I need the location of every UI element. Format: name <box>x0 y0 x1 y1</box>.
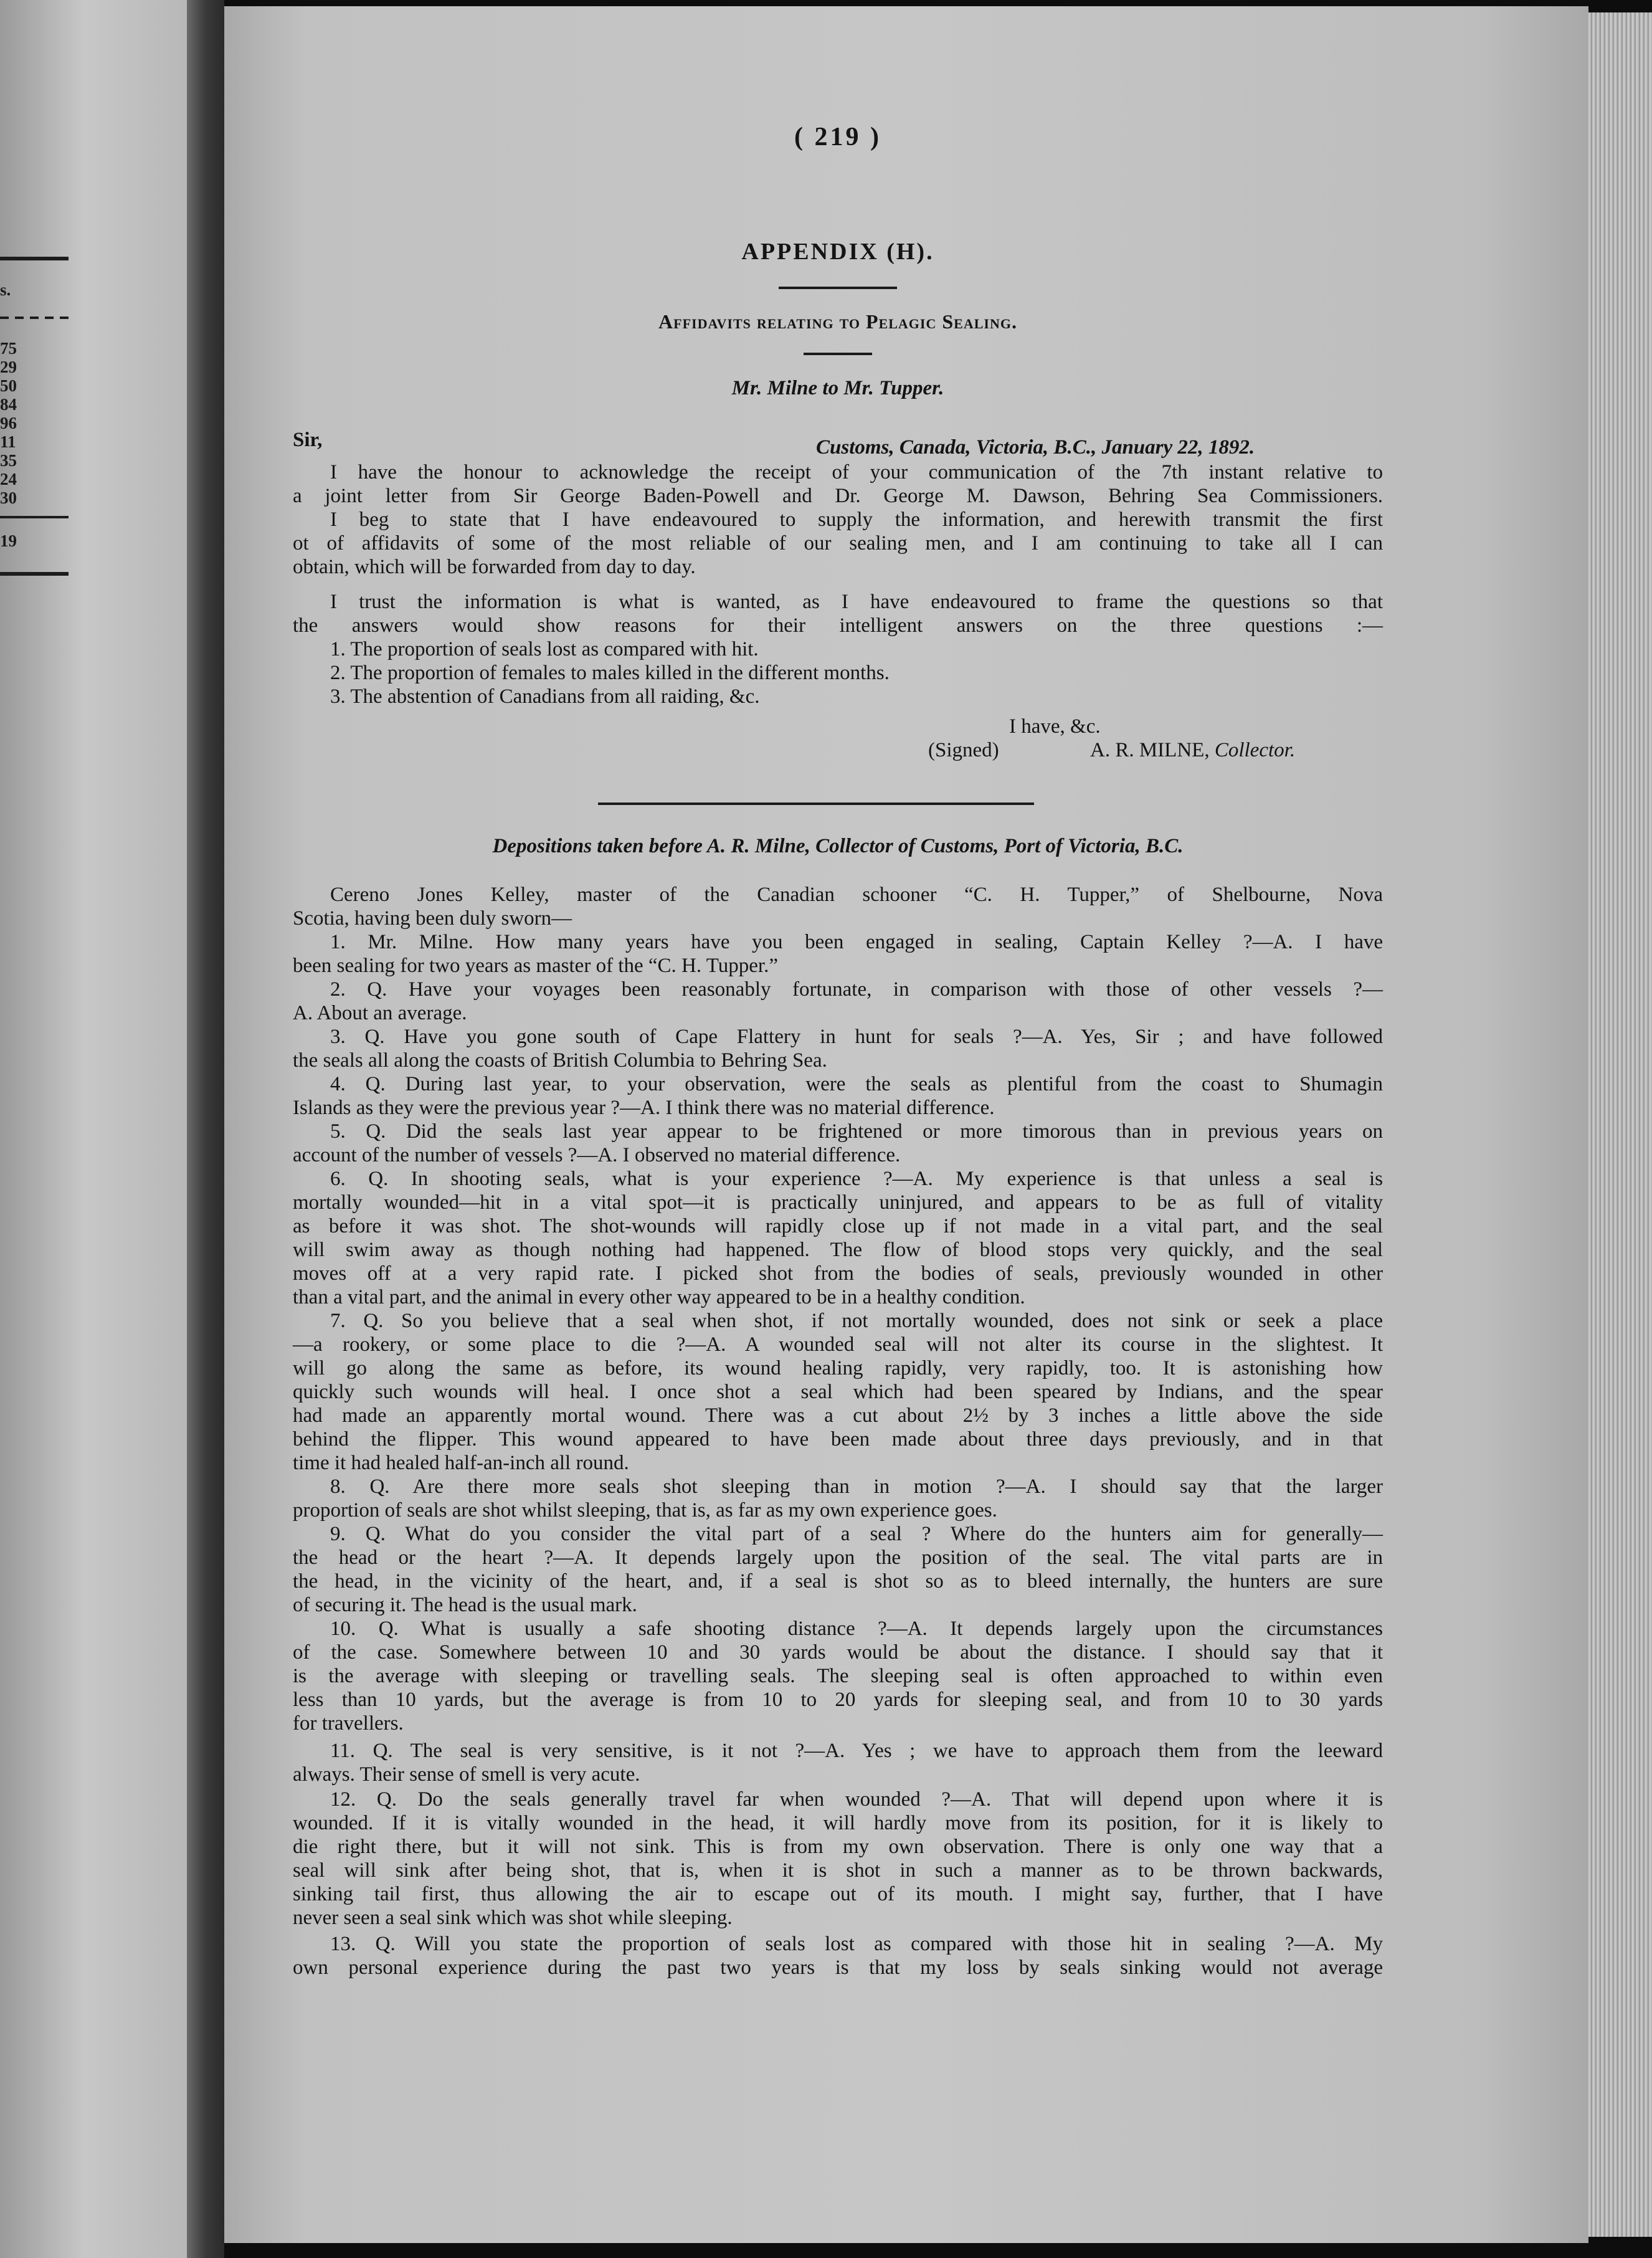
deposition-line: always. Their sense of smell is very acute. <box>293 1763 640 1786</box>
letter-list-item: 2. The proportion of females to males killed in the different months. <box>330 662 890 684</box>
left-page-fragment <box>0 0 187 2258</box>
deposition-line: 11. Q. The seal is very sensitive, is it not ?—A. Yes ; we have to approach them from the leeward <box>330 1740 1383 1762</box>
book-gutter <box>187 0 224 2258</box>
title-rule <box>779 287 897 289</box>
deposition-line: for travellers. <box>293 1712 404 1735</box>
deposition-line: of securing it. The head is the usual mark. <box>293 1594 637 1616</box>
left-page-number: 96 <box>0 414 17 432</box>
deposition-line: moves off at a very rapid rate. I picked shot from the bodies of seals, previously wounded in other <box>293 1262 1383 1285</box>
deposition-line: 13. Q. Will you state the proportion of seals lost as compared with those hit in sealing ?—A. My <box>330 1933 1383 1955</box>
left-page-number: 11 <box>0 432 16 451</box>
left-page-text: s. <box>0 280 11 299</box>
deposition-line: less than 10 yards, but the average is from 10 to 20 yards for sleeping seal, and from 10 to 30 yards <box>293 1689 1383 1711</box>
page-number: ( 219 ) <box>794 123 881 151</box>
deposition-line: A. About an average. <box>293 1002 467 1024</box>
deposition-line: of the case. Somewhere between 10 and 30 yards would be about the distance. I should say that it <box>293 1641 1383 1664</box>
left-page-number: 24 <box>0 470 17 488</box>
deposition-line: 9. Q. What do you consider the vital part of a seal ? Where do the hunters aim for generally— <box>330 1523 1383 1545</box>
deposition-line: 5. Q. Did the seals last year appear to be frightened or more timorous than in previous years on <box>330 1120 1383 1143</box>
deposition-line: the head, in the vicinity of the heart, and, if a seal is shot so as to bleed internally, the hunters are sure <box>293 1570 1383 1593</box>
signature-title: Collector. <box>1214 739 1296 761</box>
letter-list-item: 3. The abstention of Canadians from all raiding, &c. <box>330 685 760 708</box>
signed-label: (Signed) <box>928 739 999 761</box>
deposition-line: never seen a seal sink which was shot while sleeping. <box>293 1907 733 1929</box>
letter-line: I trust the information is what is wanted, as I have endeavoured to frame the questions so that <box>330 591 1383 613</box>
deposition-line: the seals all along the coasts of British Columbia to Behring Sea. <box>293 1049 827 1072</box>
letter-heading: Mr. Milne to Mr. Tupper. <box>731 377 944 399</box>
deposition-line: 10. Q. What is usually a safe shooting distance ?—A. It depends largely upon the circumstances <box>330 1617 1383 1640</box>
deposition-line: 4. Q. During last year, to your observation, were the seals as plentiful from the coast to Shumagin <box>330 1073 1383 1095</box>
letter-line: obtain, which will be forwarded from day to day. <box>293 556 696 578</box>
deposition-line: Cereno Jones Kelley, master of the Canadian schooner “C. H. Tupper,” of Shelbourne, Nova <box>330 884 1383 906</box>
left-page-number: 30 <box>0 488 17 507</box>
letter-list-item: 1. The proportion of seals lost as compared with hit. <box>330 638 759 660</box>
signature <box>1090 739 1383 762</box>
depositions-heading: Depositions taken before A. R. Milne, Collector of Customs, Port of Victoria, B.C. <box>492 835 1184 857</box>
document-page <box>293 0 1383 2258</box>
deposition-line: 12. Q. Do the seals generally travel far when wounded ?—A. That will depend upon where it is <box>330 1788 1383 1811</box>
letter-line: ot of affidavits of some of the most reliable of our sealing men, and I am continuing to take all I can <box>293 532 1383 555</box>
deposition-line: had made an apparently mortal wound. There was a cut about 2½ by 3 inches a little above the side <box>293 1404 1383 1427</box>
deposition-line: die right there, but it will not sink. This is from my own observation. There is only one way that a <box>293 1836 1383 1858</box>
section-divider <box>598 803 1034 805</box>
deposition-line: seal will sink after being shot, that is, when it is shot in such a manner as to be thrown backwards, <box>293 1859 1383 1882</box>
signature-name: A. R. MILNE, <box>1090 739 1210 761</box>
letter-place-date: Customs, Canada, Victoria, B.C., January 22, 1892. <box>816 436 1255 459</box>
deposition-line: 7. Q. So you believe that a seal when shot, if not mortally wounded, does not sink or seek a place <box>330 1310 1383 1332</box>
deposition-line: Scotia, having been duly sworn— <box>293 907 572 930</box>
left-page-rule <box>0 257 69 260</box>
left-page-dashed-rule <box>0 317 69 319</box>
letter-line: a joint letter from Sir George Baden-Powell and Dr. George M. Dawson, Behring Sea Commissioners. <box>293 485 1383 507</box>
deposition-line: wounded. If it is vitally wounded in the head, it will hardly move from its position, for it is likely to <box>293 1812 1383 1834</box>
deposition-line: sinking tail first, thus allowing the air to escape out of its mouth. I might say, further, that I have <box>293 1883 1383 1905</box>
left-page-number: 19 <box>0 531 17 550</box>
deposition-line: 3. Q. Have you gone south of Cape Flattery in hunt for seals ?—A. Yes, Sir ; and have followed <box>330 1026 1383 1048</box>
deposition-line: 8. Q. Are there more seals shot sleeping than in motion ?—A. I should say that the larger <box>330 1475 1383 1498</box>
letter-line: I have the honour to acknowledge the receipt of your communication of the 7th instant relative to <box>330 461 1383 484</box>
deposition-line: will swim away as though nothing had happened. The flow of blood stops very quickly, and the seal <box>293 1239 1383 1261</box>
deposition-line: will go along the same as before, its wound healing rapidly, very rapidly, too. It is astonishing how <box>293 1357 1383 1379</box>
deposition-line: is the average with sleeping or travelling seals. The sleeping seal is often approached to within even <box>293 1665 1383 1687</box>
deposition-line: —a rookery, or some place to die ?—A. A wounded seal will not alter its course in the slightest. It <box>293 1333 1383 1356</box>
deposition-line: the head or the heart ?—A. It depends largely upon the position of the seal. The vital parts are in <box>293 1546 1383 1569</box>
deposition-line: mortally wounded—hit in a vital spot—it is practically uninjured, and appears to be as full of vitality <box>293 1191 1383 1214</box>
deposition-line: Islands as they were the previous year ?—A. I think there was no material difference. <box>293 1097 995 1119</box>
deposition-line: than a vital part, and the animal in every other way appeared to be in a healthy condition. <box>293 1286 1025 1308</box>
deposition-line: proportion of seals are shot whilst sleeping, that is, as far as my own experience goes. <box>293 1499 997 1522</box>
appendix-title: APPENDIX (H). <box>741 239 934 265</box>
short-rule <box>804 353 872 355</box>
salutation: Sir, <box>293 429 323 451</box>
letter-line: the answers would show reasons for their intelligent answers on the three questions :— <box>293 614 1383 637</box>
left-page-number: 50 <box>0 376 17 395</box>
deposition-line: 6. Q. In shooting seals, what is your experience ?—A. My experience is that unless a seal is <box>330 1168 1383 1190</box>
deposition-line: own personal experience during the past two years is that my loss by seals sinking would not average <box>293 1956 1383 1979</box>
deposition-line: quickly such wounds will heal. I once shot a seal which had been speared by Indians, and the spear <box>293 1381 1383 1403</box>
letter-closing: I have, &c. <box>1009 715 1101 738</box>
page-edges <box>1588 12 1652 2237</box>
left-page-number: 84 <box>0 395 17 414</box>
left-page-rule <box>0 572 69 576</box>
section-title: Affidavits relating to Pelagic Sealing. <box>658 310 1017 333</box>
letter-line: I beg to state that I have endeavoured to supply the information, and herewith transmit the first <box>330 508 1383 531</box>
deposition-line: 1. Mr. Milne. How many years have you been engaged in sealing, Captain Kelley ?—A. I have <box>330 931 1383 953</box>
left-page-number: 35 <box>0 451 17 470</box>
deposition-line: behind the flipper. This wound appeared to have been made about three days previously, and in that <box>293 1428 1383 1451</box>
deposition-line: account of the number of vessels ?—A. I observed no material difference. <box>293 1144 901 1166</box>
deposition-line: as before it was shot. The shot-wounds will rapidly close up if not made in a vital part, and the seal <box>293 1215 1383 1237</box>
left-page-number: 75 <box>0 339 17 358</box>
deposition-line: time it had healed half-an-inch all round. <box>293 1452 629 1474</box>
left-page-number: 29 <box>0 358 17 376</box>
left-page-rule <box>0 516 69 518</box>
deposition-line: 2. Q. Have your voyages been reasonably fortunate, in comparison with those of other vessels ?— <box>330 978 1383 1001</box>
deposition-line: been sealing for two years as master of the “C. H. Tupper.” <box>293 955 778 977</box>
